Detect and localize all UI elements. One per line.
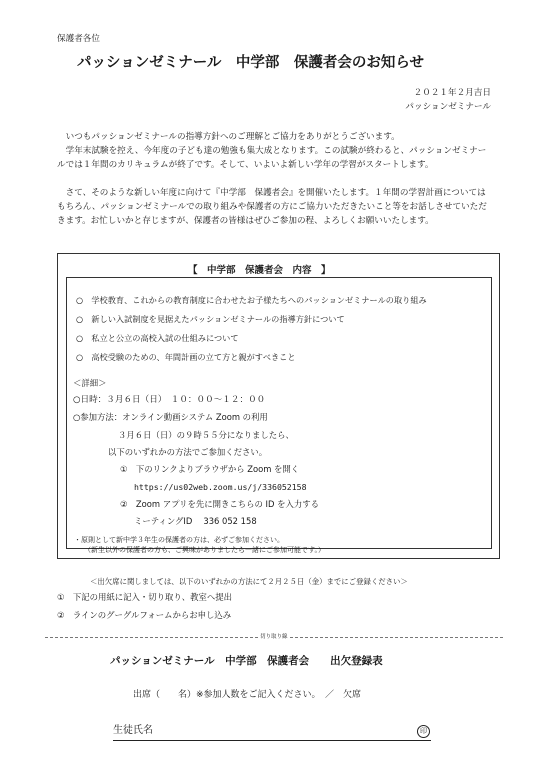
zoom-option-browser: ① 下のリンクよりブラウザから Zoom を開く (120, 464, 300, 474)
seal-mark (417, 725, 430, 738)
issue-date: ２０２１年２月吉日 (413, 88, 491, 98)
agenda-item: ○ 高校受験のための、年間計画の立て方と親がすべきこと (76, 352, 296, 362)
agenda-item: ○ 新しい入試制度を見据えたパッションゼミナールの指導方針について (76, 314, 345, 324)
registration-notice: ＜出欠席に関しましては、以下のいずれかの方法にて２月２５日（金）までにご登録ください＞ (90, 577, 408, 586)
participation-instruction: ３月６日（日）の９時５５分になりましたら、 (118, 430, 294, 440)
content-heading: 【 中学部 保護者会 内容 】 (188, 265, 331, 276)
sender-name: パッションゼミナール (405, 102, 491, 112)
event-datetime: ○日時：３月６日（日） １０：００～１２：００ (73, 395, 266, 405)
zoom-option-app: ② Zoom アプリを先に開きこちらの ID を入力する (120, 499, 319, 509)
seal-text: 印 (420, 727, 427, 735)
attendance-note: ・原則として新中学３年生の保護者の方は、必ずご参加ください。 (74, 536, 284, 544)
zoom-link[interactable]: https://us02web.zoom.us/j/336052158 (134, 482, 307, 492)
form-title: パッションゼミナール 中学部 保護者会 出欠登録表 (110, 655, 383, 667)
participation-method: ○参加方法：オンライン動画システム Zoom の利用 (73, 412, 268, 422)
agenda-item: ○ 学校教育、これからの教育制度に合わせたお子様たちへのパッションゼミナールの取り組み (76, 295, 427, 305)
registration-method-paper: ① 下記の用紙に記入・切り取り、教室へ提出 (57, 592, 233, 602)
paragraph-greeting: いつもパッションゼミナールの指導方針へのご理解とご協力をありがとうございます。 (65, 132, 400, 142)
agenda-item: ○ 私立と公立の高校入試の仕組みについて (76, 333, 239, 343)
student-name-field[interactable] (113, 724, 431, 741)
paragraph-invitation: さて、そのような新しい年度に向けて『中学部 保護者会』を開催いたします。１年間の学習計画についてはもちろん、パッションゼミナールでの取り組みや保護者の方にご協力いただきたいこと等をお話しさせていただきます。お忙しいかと存じますが、保護者の皆様はぜひご参加の程、よろしくお願いいたします。 (57, 188, 487, 227)
page-title: パッションゼミナール 中学部 保護者会のお知らせ (77, 55, 424, 71)
participation-instruction: 以下のいずれかの方法でご参加ください。 (108, 447, 268, 457)
meeting-id: ミーティングID 336 052 158 (134, 516, 257, 526)
cut-line-label: 切り取り線 (260, 634, 288, 640)
registration-method-line: ② ラインのグーグルフォームからお申し込み (57, 610, 232, 620)
paragraph-intro: 学年末試験を控え、今年度の子ども達の勉強も集大成となります。この試験が終わると、パッションゼミナールでは１年間のカリキュラムが終了です。そして、いよいよ新しい学年の学習がスタートします。 (57, 146, 487, 171)
details-label: ＜詳細＞ (73, 378, 107, 388)
recipient: 保護者各位 (57, 34, 100, 44)
attendance-field[interactable]: 出席（ 名）※参加人数をご記入ください。 ／ 欠席 (133, 690, 362, 700)
student-name-label: 生徒氏名 (113, 725, 153, 736)
attendance-note-sub: （新生以外の保護者の方も、ご興味がありましたら一緒にご参加可能です。） (84, 546, 325, 554)
